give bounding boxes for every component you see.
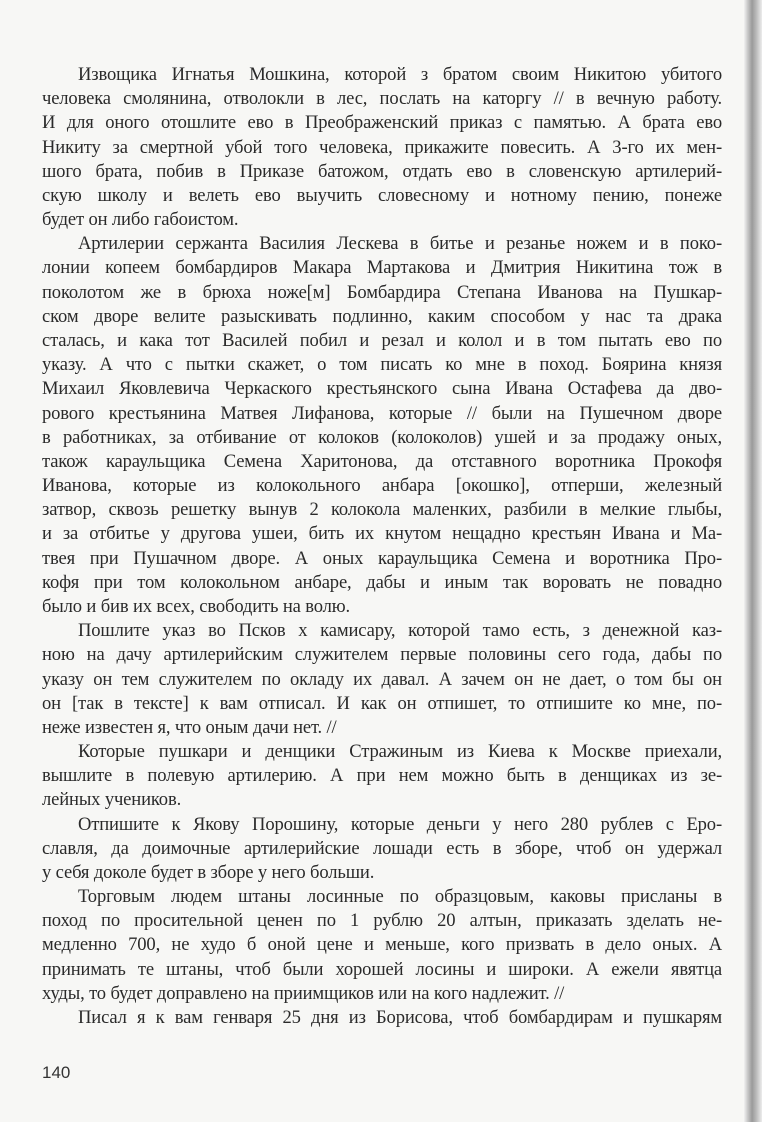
book-spine-shadow [744, 0, 762, 1122]
text-line: затвор, сквозь решетку вынув 2 колокола маленких, разбили в мелкие глыбы, [42, 499, 722, 521]
text-line: было и бив их всех, свободить на волю. [42, 595, 351, 617]
text-line: неже известен я, что оным дачи нет. // [42, 716, 337, 738]
text-line: принимать те штаны, чтоб были хорошей лосины и широки. А ежели явятца [42, 958, 722, 980]
paragraph-first-line: Извощика Игнатья Мошкина, которой з братом своим Никитою убитого [78, 64, 722, 85]
paragraph-first-line: Артилерии сержанта Василия Лескева в битье и резанье ножем и в поко- [78, 233, 722, 255]
text-line: Никиту за смертной убой того человека, прикажите повесить. А 3-го их мен- [42, 136, 722, 158]
text-line: И для оного отошлите ево в Преображенский приказ с памятью. А брата ево [42, 112, 722, 134]
text-line: указу он тем служителем по окладу их давал. А зачем он не дает, о том бы он [42, 668, 722, 690]
paragraph-first-line: Отпишите к Якову Порошину, которые деньги у него 280 рублев с Еро- [78, 813, 722, 835]
text-line: Иванова, которые из колокольного анбара [окошко], отперши, железный [42, 475, 722, 497]
text-line: твея при Пушачном дворе. А оных караульщика Семена и воротника Про- [42, 547, 722, 569]
text-line: у себя доколе будет в зборе у него больши. [42, 861, 375, 883]
text-line: славля, да доимочные артилерийские лошади есть в зборе, чтоб он удержал [42, 837, 722, 859]
text-line: кофя при том колокольном анбаре, дабы и иным так воровать не повадно [42, 571, 722, 593]
text-line: рового крестьянина Матвея Лифанова, которые // были на Пушечном дворе [42, 402, 722, 424]
text-line: он [так в тексте] к вам отписал. И как он отпишет, то отпишите ко мне, по- [42, 692, 722, 714]
paragraph-first-line: Писал я к вам генваря 25 дня из Борисова, чтоб бомбардирам и пушкарям [78, 1007, 722, 1029]
text-line: ною на дачу артилерийским служителем первые половины сего года, дабы по [42, 644, 722, 666]
text-line: ском дворе велите разыскивать подлинно, каким способом у нас та драка [42, 305, 722, 327]
text-line: також караульщика Семена Харитонова, да отставного воротника Прокофя [42, 450, 722, 472]
paragraph-first-line: Торговым людем штаны лосинные по образцовым, каковы присланы в [78, 886, 722, 908]
page-number: 140 [42, 1063, 71, 1082]
text-line: человека смолянина, отволокли в лес, послать на каторгу // в вечную работу. [42, 88, 722, 110]
text-line: шого брата, побив в Приказе батожом, отдать ево в словенскую артилерий- [42, 160, 722, 182]
text-line: медленно 700, не худо б оной цене и меньше, кого призвать в дело оных. А [42, 934, 722, 956]
text-line: лейных учеников. [42, 789, 182, 811]
text-line: указу. А что с пытки скажет, о том писать ко мне в поход. Боярина князя [42, 354, 722, 376]
text-line: вышлите в полевую артилерию. А при нем можно быть в денщиках из зе- [42, 765, 722, 787]
text-line: скую школу и велеть ево выучить словесному и нотному пению, понеже [42, 184, 722, 206]
text-line: поход по просительной ценен по 1 рублю 20 алтын, приказать зделать не- [42, 910, 722, 932]
text-line: сталась, и кака тот Василей побил и резал и колол и в том пытать ево по [42, 329, 722, 351]
text-line: в работниках, за отбивание от колоков (колоколов) ушей и за продажу оных, [42, 426, 722, 448]
text-line: лонии копеем бомбардиров Макара Мартакова и Дмитрия Никитина тож в [42, 257, 722, 279]
paragraph-first-line: Пошлите указ во Псков х камисару, которой тамо есть, з денежной каз- [78, 620, 722, 642]
text-line: поколотом же в брюха ноже[м] Бомбардира Степана Иванова на Пушкар- [42, 281, 722, 303]
text-line: худы, то будет доправлено на приимщиков или на кого надлежит. // [42, 982, 565, 1004]
paragraph-first-line: Которые пушкари и денщики Стражиным из Киева к Москве приехали, [78, 741, 722, 763]
text-line: Михаил Яковлевича Черкаского крестьянского сына Ивана Остафева да дво- [42, 378, 722, 400]
text-line: будет он либо габоистом. [42, 209, 239, 231]
text-line: и за отбитье у другова ушеи, бить их кнутом нещадно крестьян Ивана и Ма- [42, 523, 722, 545]
